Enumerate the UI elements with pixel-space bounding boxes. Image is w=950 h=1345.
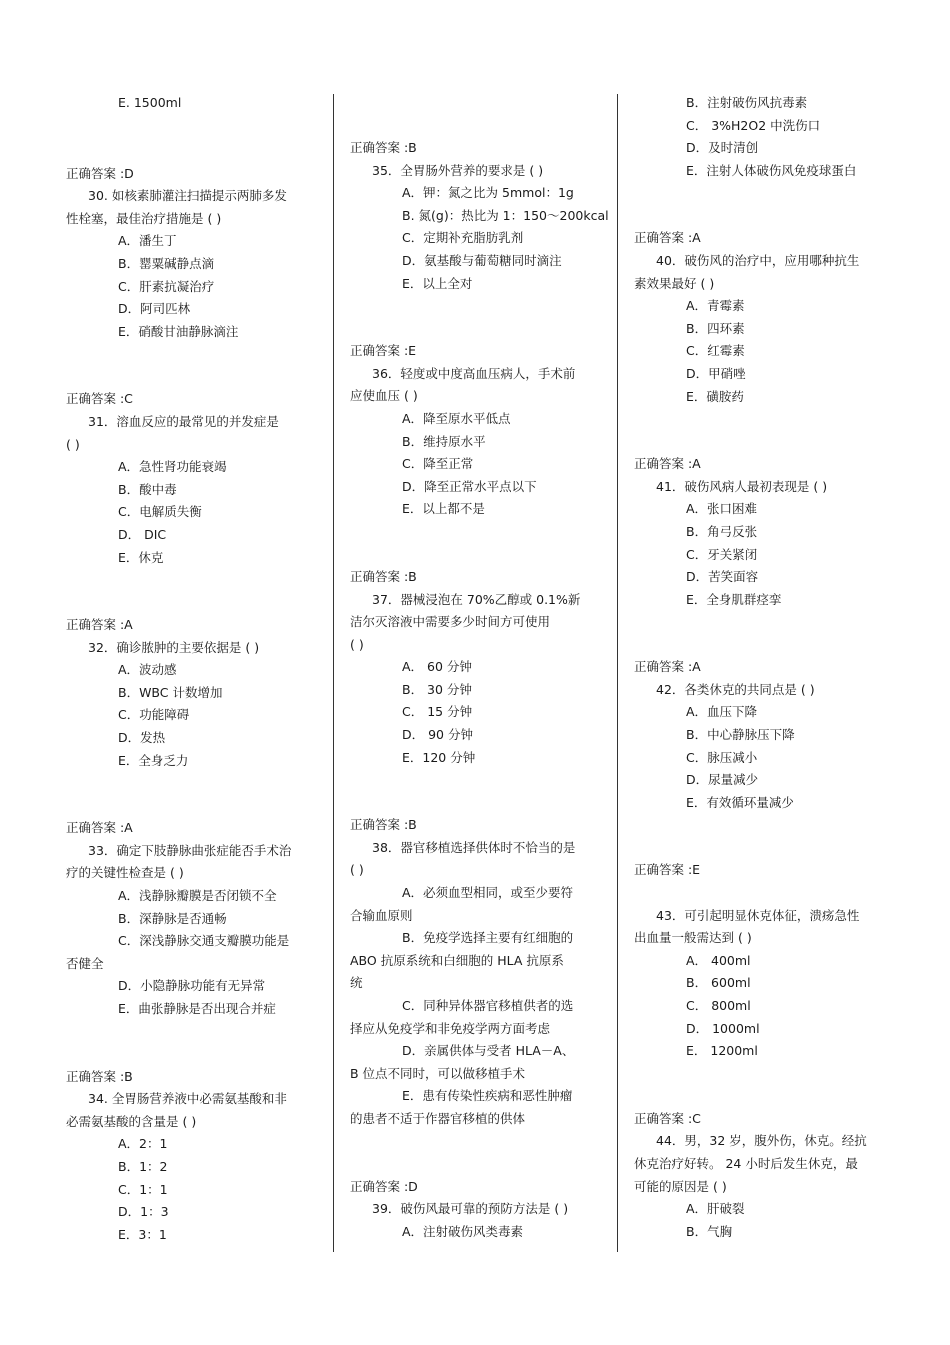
option-item: E．患有传染性疾病和恶性肿瘤 bbox=[402, 1088, 573, 1104]
question-text: 32．确诊脓肿的主要依据是 ( ) bbox=[88, 639, 260, 655]
option-item: D．小隐静脉功能有无异常 bbox=[118, 978, 266, 994]
text-continuation: 性栓塞，最佳治疗措施是 ( ) bbox=[66, 210, 222, 226]
option-item: D． 90 分钟 bbox=[402, 727, 473, 743]
answer-label: 正确答案 :B bbox=[350, 568, 417, 584]
option-item: A．急性肾功能衰竭 bbox=[118, 459, 227, 475]
option-item: E. 1500ml bbox=[118, 95, 182, 110]
option-item: C．深浅静脉交通支瓣膜功能是 bbox=[118, 933, 290, 949]
option-item: B．深静脉是否通畅 bbox=[118, 910, 227, 926]
question-text: 37．器械浸泡在 70%乙醇或 0.1%新 bbox=[372, 591, 581, 607]
answer-label: 正确答案 :C bbox=[66, 391, 133, 407]
answer-label: 正确答案 :A bbox=[66, 820, 133, 836]
text-continuation: 择应从免疫学和非免疫学两方面考虑 bbox=[350, 1020, 551, 1036]
spacer bbox=[66, 569, 321, 614]
text-continuation: 出血量一般需达到 ( ) bbox=[634, 930, 752, 946]
option-item: D．苦笑面容 bbox=[686, 569, 759, 585]
option-item: A．注射破伤风类毒素 bbox=[402, 1223, 524, 1239]
option-item: B． 30 分钟 bbox=[402, 681, 472, 697]
option-item: C．电解质失衡 bbox=[118, 504, 202, 520]
spacer bbox=[66, 772, 321, 817]
option-item: E．全身肌群痉挛 bbox=[686, 591, 782, 607]
option-item: A．降至原水平低点 bbox=[402, 410, 511, 426]
option-item: A．钾：氮之比为 5mmol：1g bbox=[402, 185, 574, 201]
text-continuation: ( ) bbox=[350, 636, 364, 652]
question-text: 36．轻度或中度高血压病人，手术前 bbox=[372, 365, 576, 381]
answer-label: 正确答案 :A bbox=[634, 456, 701, 472]
option-item: E． 1200ml bbox=[686, 1043, 758, 1059]
text-continuation: 洁尔灭溶液中需要多少时间方可使用 bbox=[350, 614, 551, 630]
column-divider-left bbox=[333, 94, 334, 1252]
option-item: B．1：2 bbox=[118, 1158, 168, 1174]
option-item: B． 600ml bbox=[686, 975, 751, 991]
option-item: E．休克 bbox=[118, 549, 164, 565]
answer-label: 正确答案 :D bbox=[66, 165, 134, 181]
option-item: A．波动感 bbox=[118, 662, 177, 678]
option-item: C． 3%H2O2 中洗伤口 bbox=[686, 117, 821, 133]
question-text: 33．确定下肢静脉曲张症能否手术治 bbox=[88, 842, 292, 858]
spacer bbox=[350, 295, 605, 340]
option-item: E．以上都不是 bbox=[402, 501, 485, 517]
spacer bbox=[634, 814, 889, 859]
question-text: 43．可引起明显休克体征，溃疡急性 bbox=[656, 907, 860, 923]
option-item: E．3：1 bbox=[118, 1226, 167, 1242]
text-continuation: 疗的关键性检查是 ( ) bbox=[66, 865, 184, 881]
spacer bbox=[634, 611, 889, 656]
option-item: C．红霉素 bbox=[686, 343, 745, 359]
option-item: C．降至正常 bbox=[402, 456, 474, 472]
option-item: C．牙关紧闭 bbox=[686, 546, 758, 562]
option-item: D．及时清创 bbox=[686, 140, 759, 156]
column-3 bbox=[634, 92, 889, 1243]
option-item: B．WBC 计数增加 bbox=[118, 684, 223, 700]
question-text: 31．溶血反应的最常见的并发症是 bbox=[88, 413, 279, 429]
answer-label: 正确答案 :B bbox=[350, 140, 417, 155]
spacer bbox=[350, 769, 605, 814]
option-item: B．注射破伤风抗毒素 bbox=[686, 95, 808, 110]
option-item: B．角弓反张 bbox=[686, 523, 758, 539]
spacer bbox=[350, 1131, 605, 1176]
option-item: D．尿量减少 bbox=[686, 772, 759, 788]
option-item: A．潘生丁 bbox=[118, 233, 177, 249]
spacer bbox=[350, 521, 605, 566]
option-item: A．张口困难 bbox=[686, 501, 758, 517]
option-item: B．免疫学选择主要有红细胞的 bbox=[402, 930, 574, 946]
text-continuation: 的患者不适于作器官移植的供体 bbox=[350, 1110, 526, 1126]
answer-label: 正确答案 :D bbox=[350, 1178, 418, 1194]
option-item: C．同种异体器官移植供者的选 bbox=[402, 998, 574, 1013]
option-item: D． 1000ml bbox=[686, 1020, 760, 1036]
option-item: A．必须血型相同，或至少要符 bbox=[402, 885, 574, 901]
question-text: 41．破伤风病人最初表现是 ( ) bbox=[656, 478, 828, 494]
option-item: E．以上全对 bbox=[402, 275, 473, 291]
answer-label: 正确答案 :A bbox=[634, 659, 701, 675]
option-item: D．阿司匹林 bbox=[118, 301, 191, 317]
spacer bbox=[350, 92, 605, 137]
option-item: E．磺胺药 bbox=[686, 388, 744, 404]
option-item: D． DIC bbox=[118, 526, 167, 542]
option-item: C． 800ml bbox=[686, 998, 751, 1013]
text-continuation: ( ) bbox=[350, 862, 364, 878]
answer-label: 正确答案 :B bbox=[66, 1068, 133, 1084]
text-continuation: 应使血压 ( ) bbox=[350, 388, 418, 404]
text-continuation: 统 bbox=[350, 975, 363, 991]
text-continuation: 否健全 bbox=[66, 955, 104, 971]
option-item: B．酸中毒 bbox=[118, 481, 177, 497]
question-text: 44．男，32 岁，腹外伤，休克。经抗 bbox=[656, 1133, 867, 1149]
text-continuation: B 位点不同时，可以做移植手术 bbox=[350, 1065, 526, 1081]
spacer bbox=[66, 1021, 321, 1066]
question-text: 42．各类休克的共同点是 ( ) bbox=[656, 681, 815, 697]
column-divider-right bbox=[617, 94, 618, 1252]
option-item: B．四环素 bbox=[686, 320, 745, 336]
option-item: B．维持原水平 bbox=[402, 433, 486, 449]
option-item: A．肝破裂 bbox=[686, 1201, 745, 1217]
column-2 bbox=[350, 92, 609, 1243]
option-item: D．甲硝唑 bbox=[686, 365, 746, 381]
text-continuation: 合输血原则 bbox=[350, 907, 413, 923]
spacer bbox=[634, 882, 889, 905]
question-text: 40．破伤风的治疗中，应用哪种抗生 bbox=[656, 252, 860, 268]
text-continuation: 素效果最好 ( ) bbox=[634, 275, 715, 291]
option-item: C．功能障碍 bbox=[118, 707, 190, 723]
option-item: A．2：1 bbox=[118, 1136, 168, 1152]
question-text: 30. 如核素肺灌注扫描提示两肺多发 bbox=[88, 188, 287, 204]
answer-label: 正确答案 :A bbox=[66, 617, 133, 633]
answer-label: 正确答案 :E bbox=[350, 343, 417, 359]
spacer bbox=[634, 1063, 889, 1108]
answer-label: 正确答案 :A bbox=[634, 230, 701, 246]
option-item: A． 60 分钟 bbox=[402, 659, 472, 675]
spacer bbox=[66, 343, 321, 388]
option-item: D．发热 bbox=[118, 730, 166, 746]
option-item: C．肝素抗凝治疗 bbox=[118, 278, 215, 294]
option-item: C．1：1 bbox=[118, 1181, 168, 1197]
text-continuation: 可能的原因是 ( ) bbox=[634, 1178, 727, 1194]
answer-label: 正确答案 :E bbox=[634, 862, 701, 878]
column-1 bbox=[66, 92, 321, 1246]
option-item: C． 15 分钟 bbox=[402, 704, 473, 720]
option-item: A．浅静脉瓣膜是否闭锁不全 bbox=[118, 888, 277, 904]
option-item: C．脉压减小 bbox=[686, 749, 758, 765]
option-item: E．有效循环量减少 bbox=[686, 794, 794, 810]
option-item: B．罂粟碱静点滴 bbox=[118, 255, 215, 271]
spacer bbox=[634, 408, 889, 453]
option-item: D．亲属供体与受者 HLA－A、 bbox=[402, 1043, 575, 1059]
option-item: A．血压下降 bbox=[686, 704, 758, 720]
option-item: E．曲张静脉是否出现合并症 bbox=[118, 1001, 276, 1016]
option-item: A．青霉素 bbox=[686, 298, 745, 314]
option-item: B．气胸 bbox=[686, 1223, 733, 1239]
question-text: 39．破伤风最可靠的预防方法是 ( ) bbox=[372, 1201, 569, 1217]
option-item: E．硝酸甘油静脉滴注 bbox=[118, 323, 239, 339]
text-continuation: 休克治疗好转。 24 小时后发生休克，最 bbox=[634, 1155, 858, 1171]
answer-label: 正确答案 :B bbox=[350, 817, 417, 833]
option-item: A． 400ml bbox=[686, 952, 751, 968]
question-text: 34. 全胃肠营养液中必需氨基酸和非 bbox=[88, 1091, 287, 1107]
option-item: D．氨基酸与葡萄糖同时滴注 bbox=[402, 252, 562, 268]
text-continuation: ABO 抗原系统和白细胞的 HLA 抗原系 bbox=[350, 952, 564, 968]
spacer bbox=[634, 182, 889, 227]
text-continuation: ( ) bbox=[66, 436, 80, 452]
option-item: E．120 分钟 bbox=[402, 749, 476, 765]
option-item: C．定期补充脂肪乳剂 bbox=[402, 230, 524, 246]
option-item: B．中心静脉压下降 bbox=[686, 727, 795, 743]
option-item: E．注射人体破伤风免疫球蛋白 bbox=[686, 162, 857, 178]
spacer bbox=[66, 115, 321, 163]
option-item: D．1：3 bbox=[118, 1204, 169, 1220]
question-text: 35．全胃肠外营养的要求是 ( ) bbox=[372, 162, 544, 178]
text-continuation: 必需氨基酸的含量是 ( ) bbox=[66, 1113, 197, 1129]
option-item: D．降至正常水平点以下 bbox=[402, 478, 537, 494]
answer-label: 正确答案 :C bbox=[634, 1110, 701, 1126]
option-item: E．全身乏力 bbox=[118, 752, 189, 768]
option-item: B. 氮(g)：热比为 1：150～200kcal bbox=[402, 207, 609, 223]
question-text: 38．器官移植选择供体时不恰当的是 bbox=[372, 839, 576, 855]
